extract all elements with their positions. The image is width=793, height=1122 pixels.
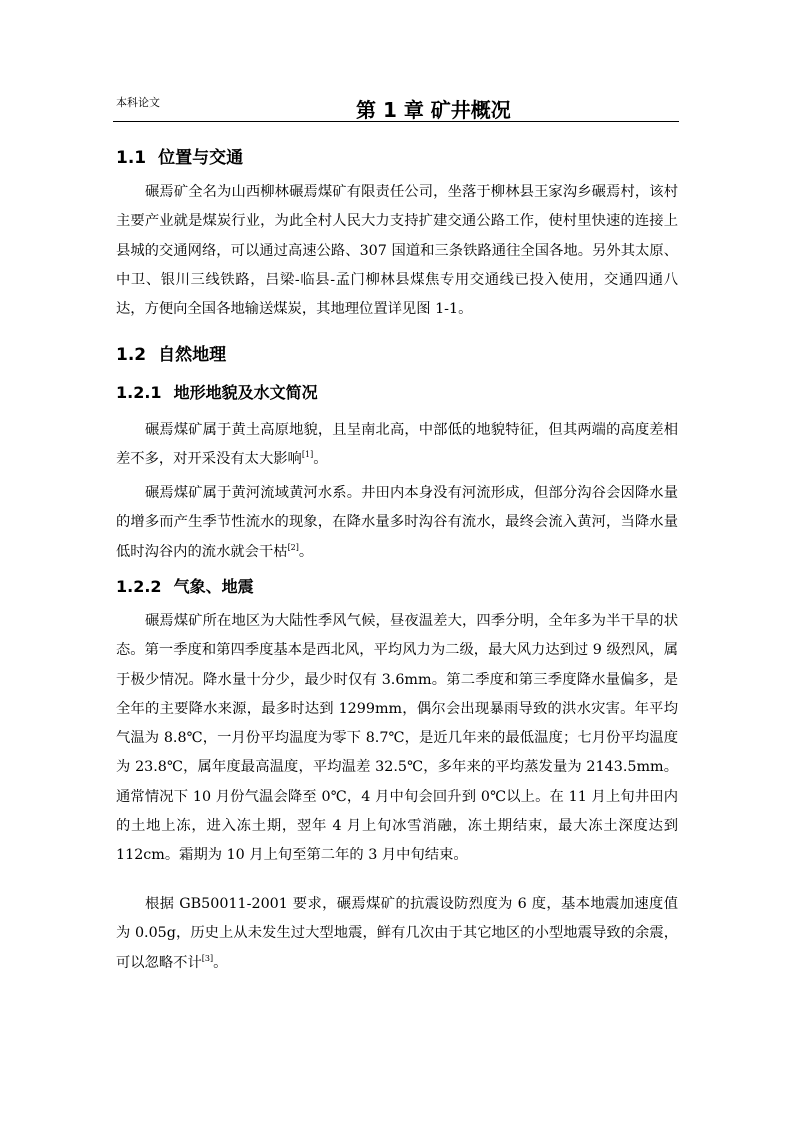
chapter-title: 第 1 章 矿井概况: [356, 98, 511, 122]
citation-ref: [1]: [301, 450, 314, 460]
section-number: 1.1: [116, 148, 147, 168]
running-header-label: 本科论文: [116, 96, 160, 109]
section-title: 自然地理: [158, 345, 227, 365]
paragraph-climate: 碾焉煤矿所在地区为大陆性季风气候，昼夜温差大，四季分明，全年多为半干旱的状态。第一季度和第四季度基本是西北风，平均风力为二级，最大风力达到过 9 级烈风，属于极少情况。降水量十分少，最少时仅有 3.6mm。第二季度和第三季度降水量偏多，是全年的主要降水来源，最多时达到 1299mm，偶尔会出现暴雨导致的洪水灾害。年平均气温为 8.8℃，一月份平均温度为零下 8.7℃，是近几年来的最低温度；七月份平均温度为 23.8℃，属年度最高温度，平均温差 32.5℃，多年来的平均蒸发量为 2143.5mm。通常情况下 10 月份气温会降至 0℃，4 月中旬会回升到 0℃以上。在 11 月上旬井田内的土地上冻，进入冻土期，翌年 4 月上旬冰雪消融，冻土期结束，最大冻土深度达到 112cm。霜期为 10 月上旬至第二年的 3 月中旬结束。: [116, 613, 678, 864]
paragraph-text: 碾焉煤矿属于黄土高原地貌，且呈南北高，中部低的地貌特征，但其两端的高度差相差不多，对开采没有太大影响: [116, 422, 678, 468]
section-heading-1-2-1: [116, 381, 318, 405]
section-title: 地形地貌及水文简况: [173, 383, 318, 402]
paragraph-end: 。: [213, 954, 228, 971]
section-number: 1.2.2: [116, 577, 162, 596]
paragraph-text: 根据 GB50011-2001 要求，碾焉煤矿的抗震设防烈度为 6 度，基本地震加速度值为 0.05g，历史上从未发生过大型地震，鲜有几次由于其它地区的小型地震导致的余震，可以忽略不计: [116, 896, 678, 971]
section-number: 1.2: [116, 345, 147, 365]
section-title: 位置与交通: [158, 148, 244, 168]
section-heading-1-1: [116, 146, 243, 170]
section-heading-1-2-2: [116, 575, 254, 599]
citation-ref: [3]: [201, 953, 214, 963]
citation-ref: [2]: [287, 542, 299, 552]
paragraph-end: 。: [298, 543, 314, 560]
section-title: 气象、地震: [173, 577, 254, 596]
header-divider: [113, 121, 679, 122]
paragraph-topography: [116, 416, 678, 475]
paragraph-text: 碾焉煤矿属于黄河流域黄河水系。井田内本身没有河流形成，但部分沟谷会因降水量的增多而产生季节性流水的现象，在降水量多时沟谷有流水，最终会流入黄河，当降水量低时沟谷内的流水就会干枯: [116, 485, 678, 560]
paragraph-earthquake: [116, 890, 678, 978]
section-number: 1.2.1: [116, 383, 162, 402]
paragraph-end: 。: [313, 451, 328, 468]
paragraph-location-traffic: 碾焉矿全名为山西柳林碾焉煤矿有限责任公司，坐落于柳林县王家沟乡碾焉村，该村主要产业就是煤炭行业，为此全村人民大力支持扩建交通公路工作，使村里快速的连接上县城的交通网络，可以通过高速公路、307 国道和三条铁路通往全国各地。另外其太原、中卫、银川三线铁路，吕梁-临县-孟门柳林县煤焦专用交通线已投入使用，交通四通八达，方便向全国各地输送煤炭，其地理位置详见图 1-1。: [116, 184, 678, 318]
section-heading-1-2: [116, 343, 226, 367]
paragraph-hydrology: [116, 479, 678, 567]
